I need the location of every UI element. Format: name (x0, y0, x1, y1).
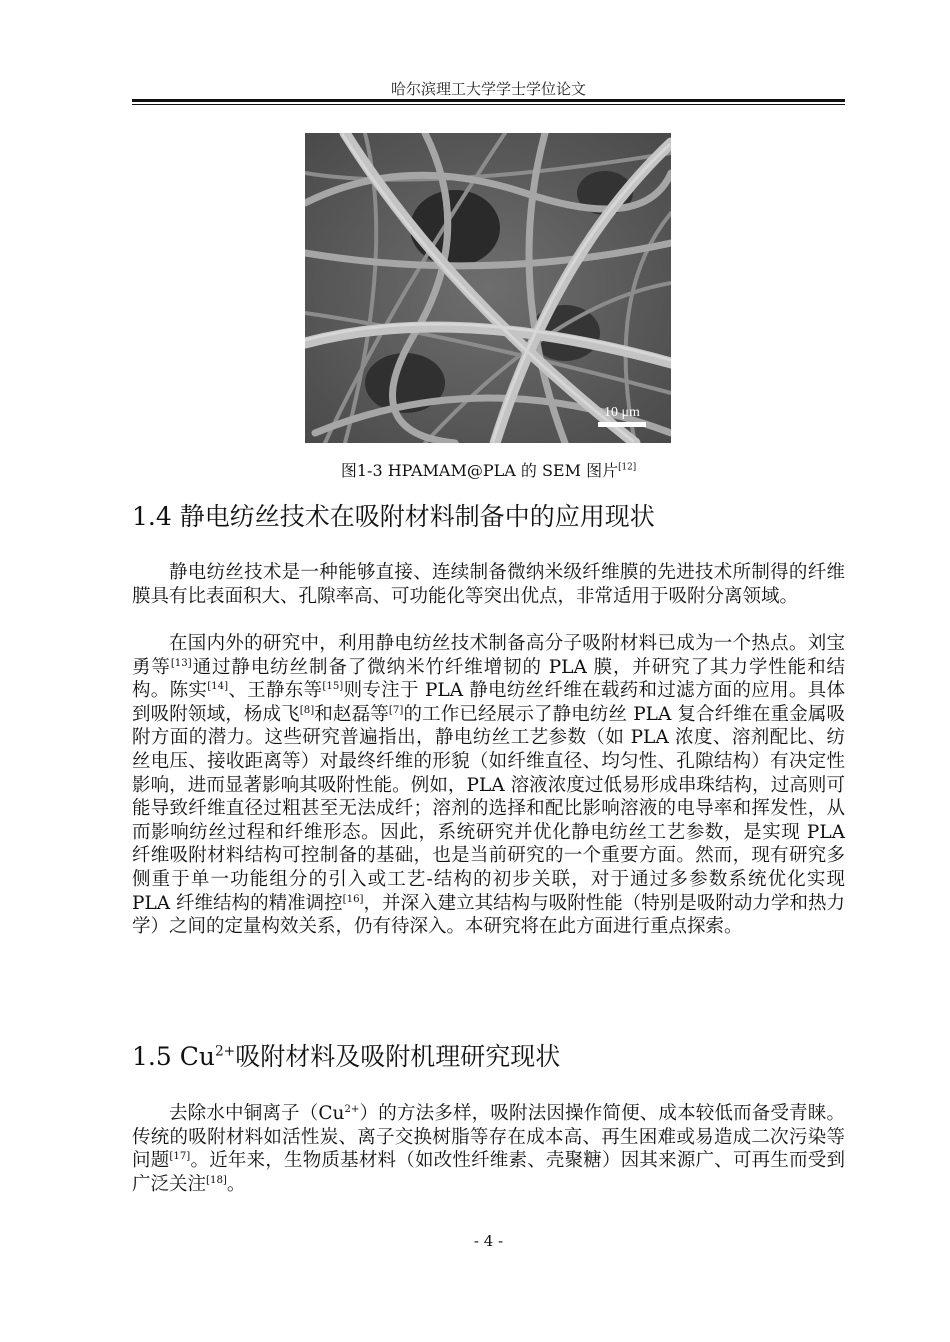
citation: [16] (342, 893, 364, 905)
sem-fiber-image (305, 133, 671, 443)
heading-1-5-pre: 1.5 Cu (132, 1042, 215, 1071)
heading-1-5-sup: 2+ (214, 1043, 236, 1060)
para3-text-3: 。近年来，生物质基材料（如改性纤维素、壳聚糖）因其来源广、可再生而受到广泛关注 (132, 1150, 845, 1195)
citation: [8] (299, 704, 315, 716)
scale-bar-label: 10 μm (604, 405, 640, 420)
para3-text-2: ）的方法多样，吸附法因操作简便、成本较低而备受青睐。传统的吸附材料如活性炭、离子交换树脂等存在成本高、再生困难或易造成二次污染等问题 (132, 1103, 845, 1172)
paragraph-3 (132, 1102, 845, 1196)
header-rule-thick (132, 99, 845, 102)
para2-text-4: 则专注于 PLA 静电纺丝纤维在载药和过滤方面的应用。具体到吸附领域，杨成飞 (132, 680, 845, 725)
sem-micrograph (305, 133, 671, 443)
para2-text-7: ，并深入建立其结构与吸附性能（特别是吸附动力学和热力学）之间的定量构效关系，仍有待深入。本研究将在此方面进行重点探索。 (132, 892, 845, 938)
citation: [13] (170, 657, 192, 669)
running-header: 哈尔滨理工大学学士学位论文 (390, 80, 586, 98)
paragraph-1: 静电纺丝技术是一种能够直接、连续制备微纳米级纤维膜的先进技术所制得的纤维膜具有比表面积大、孔隙率高、可功能化等突出优点，非常适用于吸附分离领域。 (132, 562, 845, 607)
para2-text-1: 在国内外的研究中，利用静电纺丝技术制备高分子吸附材料已成为一个热点。刘宝勇等 (132, 633, 845, 678)
figure-caption-text: 图1-3 HPAMAM@PLA 的 SEM 图片 (340, 461, 619, 480)
header-rule-thin (132, 104, 845, 105)
citation: [15] (322, 681, 344, 693)
citation: [14] (207, 681, 229, 693)
heading-1-5-post: 吸附材料及吸附机理研究现状 (235, 1042, 561, 1071)
para3-text-1: 去除水中铜离子（Cu (169, 1103, 345, 1124)
paragraph-2 (132, 632, 845, 939)
para3-text-4: 。 (226, 1173, 246, 1195)
citation: [7] (388, 704, 404, 716)
citation: [18] (206, 1174, 227, 1186)
page-number: - 4 - (473, 1232, 504, 1250)
para2-text-3: 、王静东等 (228, 680, 323, 702)
para2-text-5: 和赵磊等 (314, 703, 389, 725)
section-heading-1-4: 1.4 静电纺丝技术在吸附材料制备中的应用现状 (132, 502, 655, 531)
figure-caption (132, 458, 845, 481)
citation: [17] (169, 1151, 191, 1163)
para2-text-2: 通过静电纺丝制备了微纳米竹纤维增韧的 PLA 膜，并研究了其力学性能和结构。陈实 (132, 656, 845, 702)
para2-text-6: 的工作已经展示了静电纺丝 PLA 复合纤维在重金属吸附方面的潜力。这些研究普遍指出，静电纺丝工艺参数（如 PLA 浓度、溶剂配比、纺丝电压、接收距离等）对最终纤维的形貌（如纤维直径、均匀性、孔隙结构）有决定性影响，进而显著影响其吸附性能。例如，PLA 溶液浓度过低易形成串珠结构，过高则可能导致纤维直径过粗甚至无法成纤；溶剂的选择和配比影响溶液的电导率和挥发性，从而影响纺丝过程和纤维形态。因此，系统研究并优化静电纺丝工艺参数，是实现 PLA 纤维吸附材料结构可控制备的基础，也是当前研究的一个重要方面。然而，现有研究多侧重于单一功能组分的引入或工艺-结构的初步关联，对于通过多参数系统优化实现 PLA 纤维结构的精准调控 (132, 703, 845, 914)
scale-bar (598, 422, 646, 427)
figure-caption-ref: [12] (618, 462, 637, 473)
section-heading-1-5 (132, 1042, 845, 1072)
ion-charge: 2+ (344, 1103, 360, 1115)
